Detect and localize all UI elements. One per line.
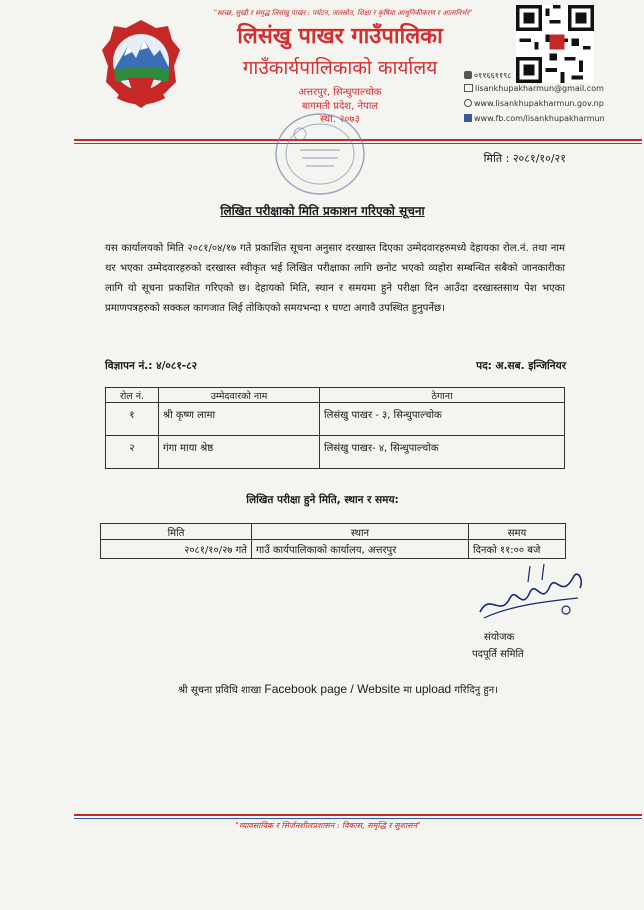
email-icon	[464, 84, 473, 92]
notice-date: मिति : २०८१/१०/२१	[483, 152, 566, 165]
address-line: अत्तरपुर, सिन्धुपाल्चोक	[298, 87, 382, 98]
globe-icon	[464, 99, 472, 107]
phone-icon	[464, 71, 472, 79]
exam-date: २०८१/१०/२७ गते	[101, 540, 252, 559]
facebook-icon	[464, 114, 472, 122]
header-motto: "स्वच्छ, सुखी र समृद्ध लिसंखु पाखर : पर्यटन, जलस्रोत, शिक्षा र कृषिमा आधुनिकीकरण र आत्मनिर्भर"	[213, 9, 473, 17]
table-header-row	[106, 388, 565, 403]
office-stamp-icon	[270, 110, 370, 198]
footer-motto: "व्यावसायिक र सिर्जनशीलप्रशासन : विकास, समृद्धि र सुशासन"	[235, 821, 421, 830]
table-row	[106, 403, 565, 436]
email-line	[464, 84, 604, 93]
phone-line	[464, 70, 511, 81]
instruction-suffix: गरिदिनु हुन।	[454, 685, 499, 696]
office-title: गाउँकार्यपालिकाको कार्यालय	[242, 57, 438, 79]
table-row	[101, 540, 566, 559]
footer-divider-blue	[74, 818, 642, 819]
footer-divider-red	[74, 814, 642, 816]
signatory-role: संयोजक	[484, 632, 515, 643]
roll-number: २	[106, 436, 159, 469]
header-date: मिति	[101, 524, 252, 540]
roll-number: १	[106, 403, 159, 436]
candidate-address: लिसंखु पाखर- ४, सिन्धुपाल्चोक	[320, 436, 565, 469]
candidate-name: श्री कृष्ण लामा	[159, 403, 320, 436]
upload-instruction	[100, 682, 576, 696]
advertisement-number: विज्ञापन नं.: ४/०८१-८२	[105, 360, 198, 372]
header-address: ठेगाना	[320, 388, 565, 403]
website-line	[464, 99, 604, 108]
table-row	[106, 436, 565, 469]
established-line: स्था. २०७३	[320, 114, 360, 125]
candidate-address: लिसंखु पाखर - ३, सिन्धुपाल्चोक	[320, 403, 565, 436]
municipality-title: लिसंखु पाखर गाउँपालिका	[237, 24, 443, 49]
header-name: उम्मेदवारको नाम	[159, 388, 320, 403]
province-line: बागमती प्रदेश, नेपाल	[301, 101, 379, 112]
post-name: पद: अ.सब. इन्जिनियर	[476, 360, 566, 372]
facebook-line	[464, 114, 605, 123]
instruction-prefix: श्री सूचना प्रविधि शाखा	[177, 685, 262, 696]
table-header-row	[101, 524, 566, 540]
email-address[interactable]: lisankhupakharmun@gmail.com	[475, 84, 604, 93]
signatory-committee: पदपूर्ति समिति	[472, 649, 524, 660]
exam-time: दिनको ११:०० बजे	[469, 540, 566, 559]
header-time: समय	[469, 524, 566, 540]
handwritten-signature-icon	[470, 562, 590, 628]
notice-body: यस कार्यालयको मिति २०८१/०४/१७ गते प्रकाशित सूचना अनुसार दरखास्त दिएका उम्मेदवारहरुमध्ये देहायका रोल.नं. तथा नाम थर भएका उम्मेदवारहरुको दरखास्त स्वीकृत भई लिखित परीक्षाका लागि छनोट भएको व्यहोरा सम्बन्धित सबैको जानकारीका लागि यो सूचना प्रकाशित गरिएको छ। देहायको मिति, स्थान र समयमा हुने परीक्षा दिन आउँदा दरखास्तसाथ पेश भएका प्रमाणपत्रहरुको सक्कल कागजात लिई तोकिएको समयभन्दा १ घण्टा अगावै उपस्थित हुनुपर्नेछ।	[105, 243, 565, 314]
header-roll: रोल नं.	[106, 388, 159, 403]
nepal-emblem-icon	[98, 16, 184, 112]
exam-venue: गाउँ कार्यपालिकाको कार्यालय, अत्तरपुर	[252, 540, 469, 559]
facebook-link[interactable]: www.fb.com/lisankhupakharmun	[474, 114, 605, 123]
notice-title: लिखित परीक्षाको मिति प्रकाशन गरिएको सूचना	[220, 204, 425, 218]
header-venue: स्थान	[252, 524, 469, 540]
instruction-target: Facebook page / Website	[264, 682, 401, 696]
website-link[interactable]: www.lisankhupakharmun.gov.np	[474, 99, 604, 108]
qr-code-icon	[516, 5, 594, 83]
instruction-action: upload	[415, 682, 452, 696]
instruction-middle: मा	[403, 685, 412, 696]
exam-schedule-heading: लिखित परीक्षा हुने मिति, स्थान र समय:	[246, 494, 399, 506]
candidate-name: गंगा माया श्रेष्ठ	[159, 436, 320, 469]
exam-schedule-table	[100, 523, 566, 559]
phone-number: ०११६६११९८	[474, 71, 512, 80]
candidates-table	[105, 387, 565, 469]
